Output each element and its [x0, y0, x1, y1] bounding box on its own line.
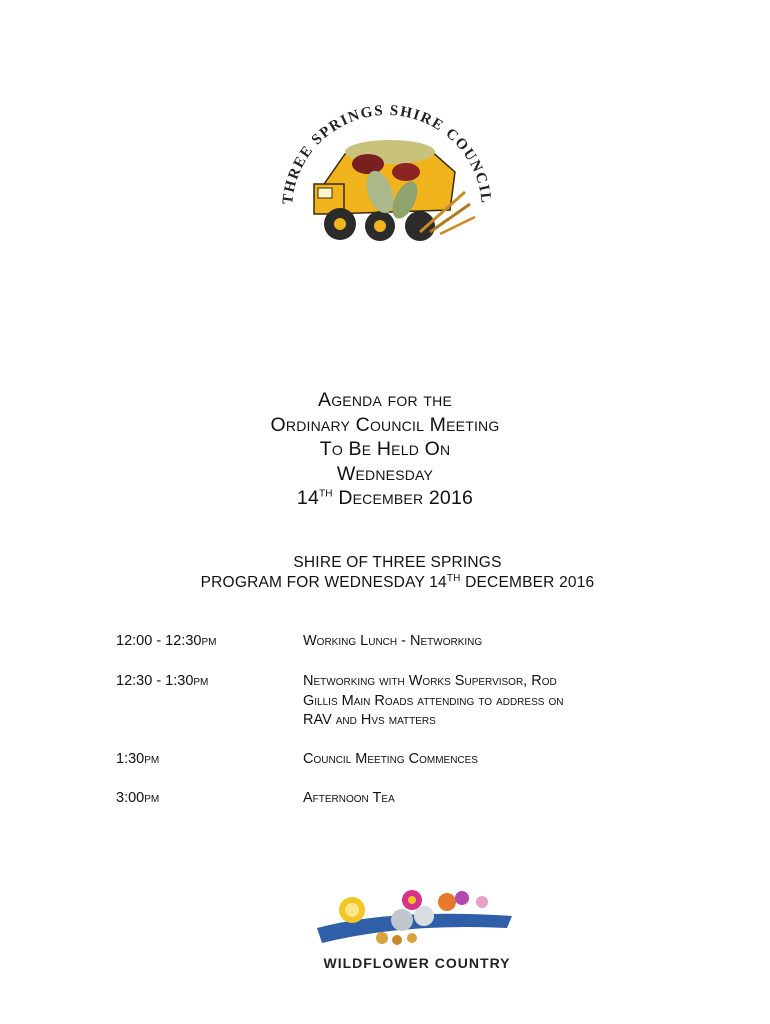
schedule-description	[303, 672, 703, 731]
agenda-line-5	[0, 486, 770, 511]
schedule-description-line: Networking with Works Supervisor, Rod	[303, 673, 557, 689]
agenda-date-rest: December 2016	[332, 487, 474, 509]
schedule-description: Working Lunch - Networking	[303, 633, 483, 649]
program-line-2-rest: DECEMBER 2016	[460, 574, 595, 591]
wildflower-country-logo	[312, 888, 522, 978]
agenda-line-1: Agenda for the	[318, 389, 452, 411]
schedule-time: 3:00pm	[116, 790, 160, 806]
agenda-title	[0, 388, 770, 511]
program-line-2-text: PROGRAM FOR WEDNESDAY 14	[200, 574, 447, 591]
wildflower-country-text: WILDFLOWER COUNTRY	[323, 955, 511, 971]
logo-arc-text: THREE SPRINGS SHIRE COUNCIL	[280, 102, 494, 206]
schedule-time: 12:00 - 12:30pm	[116, 633, 217, 649]
agenda-line-4: Wednesday	[336, 462, 434, 485]
program-heading	[0, 553, 770, 593]
agenda-date-suffix: TH	[319, 488, 333, 500]
agenda-line-3: To Be Held On	[319, 438, 451, 460]
schedule-description: Council Meeting Commences	[303, 751, 478, 767]
shire-logo	[270, 92, 500, 252]
schedule-time: 12:30 - 1:30pm	[116, 673, 209, 689]
schedule-time: 1:30pm	[116, 751, 160, 767]
program-date-suffix: TH	[446, 572, 461, 584]
agenda-date-day: 14	[296, 487, 319, 509]
program-line-1: SHIRE OF THREE SPRINGS	[293, 554, 502, 571]
program-line-2	[0, 573, 770, 593]
schedule-description-line: Gillis Main Roads attending to address on	[303, 692, 564, 709]
schedule-description: Afternoon Tea	[303, 790, 395, 806]
agenda-line-2: Ordinary Council Meeting	[270, 413, 500, 436]
schedule-description-line: RAV and Hvs matters	[303, 712, 436, 728]
